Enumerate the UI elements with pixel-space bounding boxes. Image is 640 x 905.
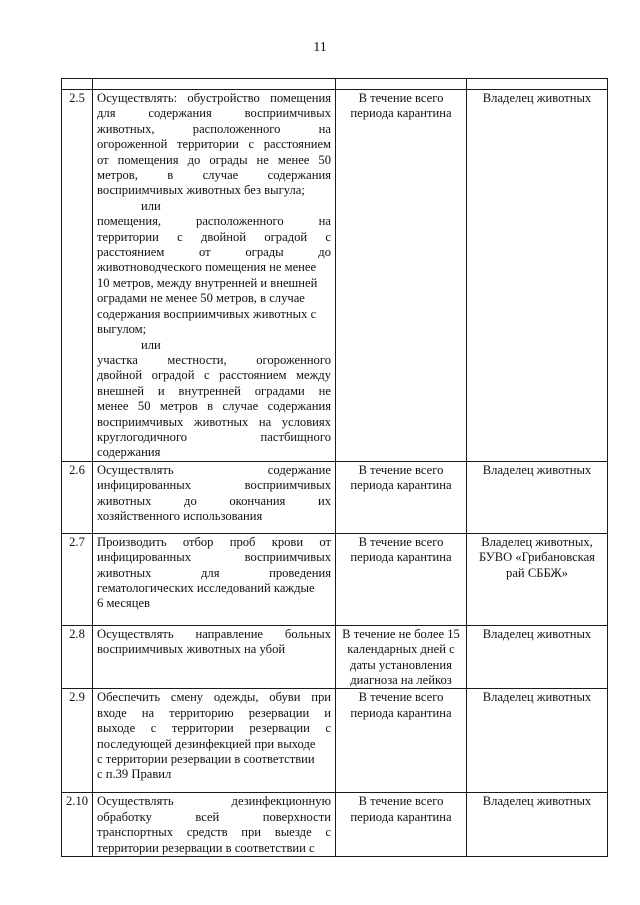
term-text-line: периода карантина [350,809,452,824]
responsible-cell [467,793,608,857]
action-cell [93,689,336,793]
action-text-line: территории резервации в соответствии с [97,840,315,855]
action-text-line: 10 метров, между внутренней и внешней [97,275,318,290]
action-text-line: животных, расположенного на [97,121,331,136]
header-cell [62,79,93,90]
header-cell [336,79,467,90]
responsible-text-line: Владелец животных [482,690,592,705]
responsible-text-line: Владелец животных, [481,534,593,549]
action-cell [93,793,336,857]
header-cell [467,79,608,90]
action-text-line: помещения, расположенного на [97,214,331,229]
action-text-line: Осуществлять дезинфекционную [97,794,331,809]
action-text-line: Осуществлять содержание [97,462,331,477]
action-text-line: или [141,337,161,352]
action-text-line: для содержания восприимчивых [97,106,331,121]
term-text-line: календарных дней с [347,642,455,657]
item-number: 2.9 [62,689,93,793]
responsible-text-line: Владелец животных [482,626,592,641]
term-cell [336,533,467,625]
action-text-line: животноводческого помещения не менее [97,260,317,275]
table-row [62,793,608,857]
action-text-line: инфицированных восприимчивых [97,550,331,565]
action-text-line: Обеспечить смену одежды, обуви при [97,690,331,705]
action-text-line: с п.39 Правил [97,767,172,782]
responsible-cell [467,689,608,793]
action-text-line: огороженной территории с расстоянием [97,137,331,152]
action-text-line: внешней и внутренней оградами не [97,383,331,398]
responsible-cell [467,461,608,533]
action-text-line: Осуществлять: обустройство помещения [97,91,331,105]
measures-table [61,78,608,857]
action-text-line: двойной оградой с расстоянием между [97,368,331,383]
table-continuation-header-row [62,79,608,90]
action-text-line: содержания восприимчивых животных с [97,306,317,321]
term-cell [336,461,467,533]
action-text-line: последующей дезинфекцией при выходе [97,736,316,751]
action-text-line: с территории резервации в соответствии [97,752,315,766]
table-row [62,90,608,462]
responsible-text-line: Владелец животных [482,462,592,477]
item-number: 2.6 [62,461,93,533]
responsible-cell [467,90,608,462]
responsible-text-line: рай СББЖ» [506,565,568,580]
term-text-line: периода карантина [350,705,452,720]
action-cell [93,625,336,689]
action-text-line: территории с двойной оградой с [97,229,331,244]
term-text-line: В течение всего [358,91,444,105]
action-text-line: круглогодичного пастбищного [97,429,331,444]
action-text-line: восприимчивых животных на убой [97,642,286,657]
action-text-line: инфицированных восприимчивых [97,478,331,493]
term-text-line: В течение всего [358,534,444,549]
action-text-line: транспортных средств при выезде с [97,825,331,840]
action-text-line: животных до окончания их [97,493,331,508]
action-text-line: содержания [97,445,161,460]
action-text-line: расстоянием от ограды до [97,245,331,260]
measures-table-body [62,79,608,857]
term-cell [336,689,467,793]
term-text-line: В течение всего [358,794,444,809]
action-text-line: участка местности, огороженного [97,352,331,367]
responsible-text-line: БУВО «Грибановская [479,550,595,565]
action-text-line: входе на территорию резервации и [97,705,331,720]
action-text-line: выходе с территории резервации с [97,721,331,736]
table-row [62,689,608,793]
action-text-line: выгулом; [97,322,147,337]
term-text-line: В течение всего [358,462,444,477]
term-cell [336,90,467,462]
term-text-line: В течение всего [358,690,444,705]
action-text-line: менее 50 метров в случае содержания [97,399,331,414]
action-text-line: животных для проведения [97,565,331,580]
action-text-line: Производить отбор проб крови от [97,534,331,549]
table-row [62,625,608,689]
item-number: 2.8 [62,625,93,689]
responsible-text-line: Владелец животных [482,91,592,105]
responsible-text-line: Владелец животных [482,794,592,809]
item-number: 2.10 [62,793,93,857]
action-cell [93,90,336,462]
term-text-line: даты установления [350,657,452,672]
term-text-line: В течение не более 15 [342,626,460,641]
action-text-line: гематологических исследований каждые [97,580,315,595]
responsible-cell [467,625,608,689]
action-text-line: 6 месяцев [97,596,150,611]
action-text-line: восприимчивых животных на условиях [97,414,331,429]
term-cell [336,793,467,857]
table-row [62,461,608,533]
action-text-line: обработку всей поверхности [97,809,331,824]
term-text-line: периода карантина [350,478,452,493]
action-text-line: оградами не менее 50 метров, в случае [97,291,305,306]
action-text-line: хозяйственного использования [97,508,263,523]
term-text-line: периода карантина [350,106,452,121]
page-number: 11 [313,40,327,55]
action-text-line: или [141,198,161,213]
action-text-line: от помещения до ограды не менее 50 [97,152,331,167]
action-cell [93,461,336,533]
action-cell [93,533,336,625]
item-number: 2.5 [62,90,93,462]
term-text-line: периода карантина [350,550,452,565]
action-text-line: восприимчивых животных без выгула; [97,183,305,198]
header-cell [93,79,336,90]
responsible-cell [467,533,608,625]
action-text-line: метров, в случае содержания [97,168,331,183]
item-number: 2.7 [62,533,93,625]
action-text-line: Осуществлять направление больных [97,626,331,641]
term-text-line: диагноза на лейкоз [350,672,452,687]
table-row [62,533,608,625]
term-cell [336,625,467,689]
